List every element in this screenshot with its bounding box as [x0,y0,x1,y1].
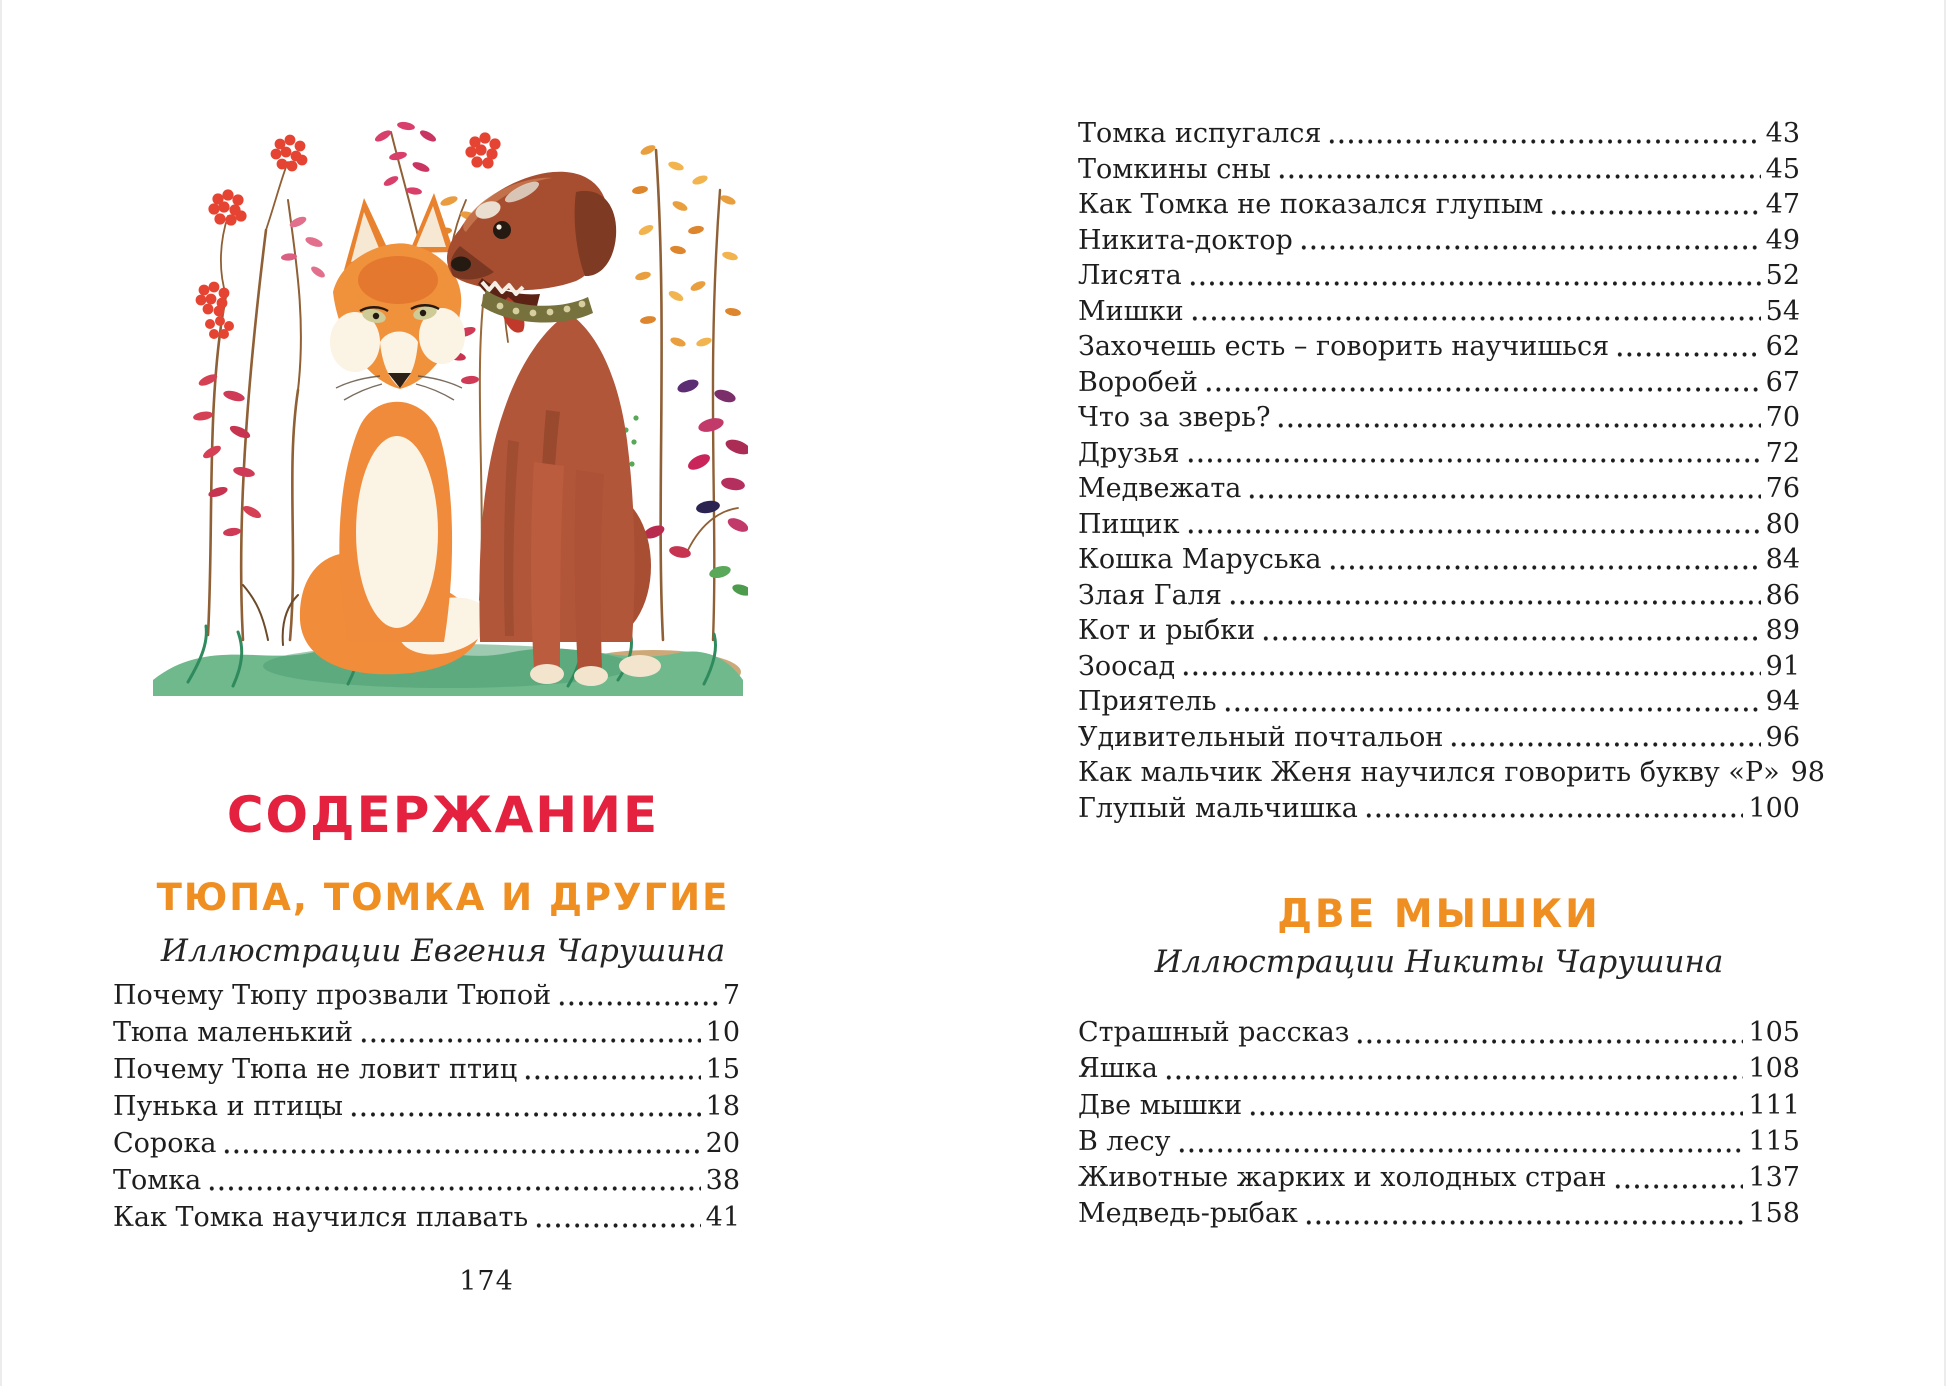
entry-page-number: 41 [705,1202,740,1233]
entry-page-number: 10 [705,1017,740,1048]
entry-page-number: 98 [1790,757,1825,788]
entry-page-number: 108 [1748,1053,1800,1085]
entry-title: Сорока [113,1128,217,1159]
entry-title: Почему Тюпа не ловит птиц [113,1054,518,1085]
section-title-dve-myshki: ДВЕ МЫШКИ [1277,892,1601,937]
dot-leader [1364,791,1744,827]
toc-entry [1078,365,1800,401]
entry-page-number: 72 [1765,437,1800,469]
toc-entry [1078,1124,1800,1160]
entry-page-number: 94 [1765,686,1800,717]
section-subtitle-illustrator-evgeny: Иллюстрации Евгения Чарушина [160,933,726,969]
scan-edge-left [0,0,2,1386]
toc-entry [1078,152,1800,188]
dot-leader [1261,613,1760,649]
entry-page-number: 62 [1765,331,1800,362]
dot-leader [1613,1160,1744,1196]
entry-page-number: 89 [1765,615,1800,646]
entry-title: Тюпа маленький [113,1017,353,1048]
dot-leader [1186,436,1761,472]
dot-leader [1328,542,1761,578]
entry-page-number: 20 [705,1128,740,1159]
toc-entry [1078,187,1800,223]
dot-leader [1299,223,1761,259]
toc-entry [1078,258,1800,294]
entry-title: Медвежата [1078,473,1242,504]
toc-list-continued [1078,116,1825,826]
dot-leader [1223,684,1761,720]
toc-entry [113,1125,740,1162]
entry-title: Друзья [1078,437,1180,469]
toc-entry [1078,436,1800,472]
entry-page-number: 70 [1765,402,1800,433]
entry-title: Кошка Маруська [1078,544,1322,575]
entry-page-number: 84 [1765,544,1800,575]
entry-title: Что за зверь? [1078,402,1271,433]
entry-title: Две мышки [1078,1089,1243,1121]
dot-leader [1355,1015,1743,1051]
toc-entry [1078,684,1800,720]
dot-leader [1304,1196,1744,1232]
toc-entry [1078,223,1800,259]
entry-title: Злая Галя [1078,579,1222,611]
entry-page-number: 86 [1765,579,1800,611]
fox-and-dog-illustration [148,80,748,702]
toc-entry [1078,1088,1800,1124]
dot-leader [1247,471,1760,507]
dot-leader [1204,365,1761,401]
entry-title: Воробей [1078,366,1198,398]
entry-page-number: 80 [1765,508,1800,540]
entry-title: Как Томка не показался глупым [1078,189,1544,220]
toc-entry [1078,507,1800,543]
toc-list-tyupa-tomka [113,977,740,1236]
toc-entry [113,1088,740,1125]
toc-entry [1078,329,1800,365]
entry-page-number: 52 [1765,260,1800,291]
entry-title: Захочешь есть – говорить научишься [1078,331,1610,362]
dot-leader [1449,720,1760,756]
dot-leader [1276,400,1760,436]
toc-entry [1078,578,1800,614]
toc-entry [1078,400,1800,436]
entry-title: Как Томка научился плавать [113,1202,529,1233]
dot-leader [222,1125,700,1162]
entry-title: Глупый мальчишка [1078,792,1358,824]
toc-list-dve-myshki [1078,1015,1800,1233]
entry-page-number: 105 [1748,1017,1800,1048]
entry-title: Приятель [1078,686,1217,717]
dot-leader [1549,187,1760,223]
entry-page-number: 47 [1765,189,1800,220]
entry-title: Животные жарких и холодных стран [1078,1162,1607,1194]
entry-title: Кот и рыбки [1078,615,1256,646]
dot-leader [1188,258,1761,294]
entry-title: Пищик [1078,508,1180,540]
dot-leader [523,1051,700,1088]
entry-title: Томка испугался [1078,118,1322,149]
entry-page-number: 137 [1748,1162,1800,1194]
dot-leader [1186,507,1761,543]
entry-title: Томкины сны [1078,153,1271,185]
entry-title: Как мальчик Женя научился говорить букву «Р» [1078,757,1780,788]
entry-page-number: 115 [1748,1125,1800,1157]
dot-leader [1277,152,1761,188]
entry-page-number: 67 [1765,366,1800,398]
toc-entry [1078,471,1800,507]
section-title-tyupa-tomka: ТЮПА, ТОМКА И ДРУГИЕ [156,876,730,919]
toc-entry [1078,294,1800,330]
entry-page-number: 7 [722,980,740,1011]
entry-title: Пунька и птицы [113,1091,344,1122]
dot-leader [1228,578,1761,614]
entry-page-number: 96 [1765,721,1800,753]
dot-leader [349,1088,701,1125]
entry-page-number: 43 [1765,118,1800,149]
entry-page-number: 38 [705,1165,740,1196]
entry-title: Томка [113,1165,202,1196]
entry-page-number: 100 [1748,792,1800,824]
toc-entry [113,1162,740,1199]
entry-page-number: 45 [1765,153,1800,185]
entry-title: Мишки [1078,295,1184,327]
entry-title: Почему Тюпу прозвали Тюпой [113,980,552,1011]
entry-page-number: 18 [705,1091,740,1122]
entry-page-number: 49 [1765,224,1800,256]
dot-leader [557,977,718,1014]
entry-title: Медведь-рыбак [1078,1198,1298,1230]
toc-entry [1078,613,1800,649]
dot-leader [1164,1051,1744,1087]
entry-page-number: 111 [1748,1089,1800,1121]
toc-entry [1078,542,1800,578]
entry-page-number: 76 [1765,473,1800,504]
dot-leader [1181,649,1760,685]
toc-title: СОДЕРЖАНИЕ [226,786,660,844]
toc-entry [1078,649,1800,685]
dot-leader [1190,294,1761,330]
entry-page-number: 54 [1765,295,1800,327]
entry-title: В лесу [1078,1125,1171,1157]
toc-entry [113,1014,740,1051]
entry-title: Яшка [1078,1053,1158,1085]
entry-page-number: 15 [705,1054,740,1085]
entry-title: Страшный рассказ [1078,1017,1350,1048]
dot-leader [207,1162,700,1199]
entry-title: Лисята [1078,260,1182,291]
toc-entry [113,977,740,1014]
dot-leader [359,1014,701,1051]
toc-entry [1078,791,1800,827]
dot-leader [1327,116,1760,152]
entry-title: Удивительный почтальон [1078,721,1444,753]
entry-title: Никита-доктор [1078,224,1293,256]
dot-leader [1615,329,1760,365]
toc-entry [113,1199,740,1236]
toc-entry [1078,1160,1800,1196]
section-subtitle-illustrator-nikita: Иллюстрации Никиты Чарушина [1154,944,1724,980]
rowan-branches [208,132,738,645]
dot-leader [534,1199,700,1236]
page-number-folio: 174 [459,1266,514,1297]
toc-entry [1078,116,1800,152]
toc-entry [1078,1051,1800,1087]
toc-entry [1078,1196,1800,1232]
toc-entry [1078,1015,1800,1051]
toc-entry [113,1051,740,1088]
toc-entry [1078,720,1800,756]
dot-leader [1248,1088,1743,1124]
dot-leader [1177,1124,1744,1160]
entry-page-number: 158 [1748,1198,1800,1230]
toc-entry [1078,755,1825,791]
entry-title: Зоосад [1078,650,1176,682]
entry-page-number: 91 [1765,650,1800,682]
